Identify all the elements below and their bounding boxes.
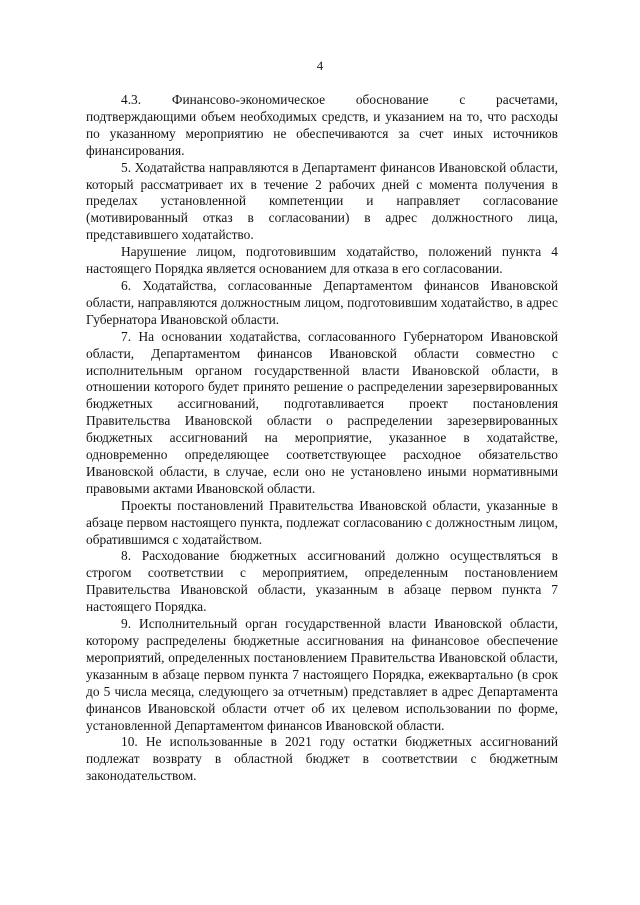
paragraph-7-drafts: Проекты постановлений Правительства Ивановской области, указанные в абзаце первом настоящего пункта, подлежат согласованию с должностным лицом, обратившимся с ходатайством. (86, 497, 558, 547)
paragraph-9: 9. Исполнительный орган государственной власти Ивановской области, которому распределены бюджетные ассигнования на финансовое обеспечение мероприятий, определенных постановлением Правительства Ивановской области, указанным в абзаце первом пункта 7 настоящего Порядка, ежеквартально (в срок до 5 числа месяца, следующего за отчетным) представляет в адрес Департамента финансов Ивановской области отчет об их целевом использовании по форме, установленной Департаментом финансов Ивановской области. (86, 616, 558, 733)
paragraph-7: 7. На основании ходатайства, согласованного Губернатором Ивановской области, Департаментом финансов Ивановской области совместно с исполнительным органом государственной власти Ивановской области, в отношении которого будет принято решение о распределении зарезервированных бюджетных ассигнований, подготавливается проект постановления Правительства Ивановской области о распределении зарезервированных бюджетных ассигнований на мероприятие, указанное в ходатайстве, одновременно определяющее соответствующее расходное обязательство Ивановской области, в случае, если оно не установлено иными нормативными правовыми актами Ивановской области. (86, 328, 558, 496)
paragraph-10: 10. Не использованные в 2021 году остатки бюджетных ассигнований подлежат возврату в областной бюджет в соответствии с бюджетным законодательством. (86, 734, 558, 784)
paragraph-8: 8. Расходование бюджетных ассигнований должно осуществляться в строгом соответствии с мероприятием, определенным постановлением Правительства Ивановской области, указанным в абзаце первом пункта 7 настоящего Порядка. (86, 548, 558, 615)
document-body (86, 92, 558, 785)
paragraph-6: 6. Ходатайства, согласованные Департаментом финансов Ивановской области, направляются должностным лицом, подготовившим ходатайство, в адрес Губернатора Ивановской области. (86, 277, 558, 327)
paragraph-4-3: 4.3. Финансово-экономическое обоснование с расчетами, подтверждающими объем необходимых средств, и указанием на то, что расходы по указанному мероприятию не обеспечиваются за счет иных источников финансирования. (86, 92, 558, 158)
page-number: 4 (316, 58, 324, 73)
paragraph-5-violation: Нарушение лицом, подготовившим ходатайство, положений пункта 4 настоящего Порядка является основанием для отказа в его согласовании. (86, 244, 558, 277)
paragraph-5: 5. Ходатайства направляются в Департамент финансов Ивановской области, который рассматривает их в течение 2 рабочих дней с момента получения в пределах установленной компетенции и направляет согласование (мотивированный отказ в согласовании) в адрес должностного лица, представившего ходатайство. (86, 159, 558, 243)
